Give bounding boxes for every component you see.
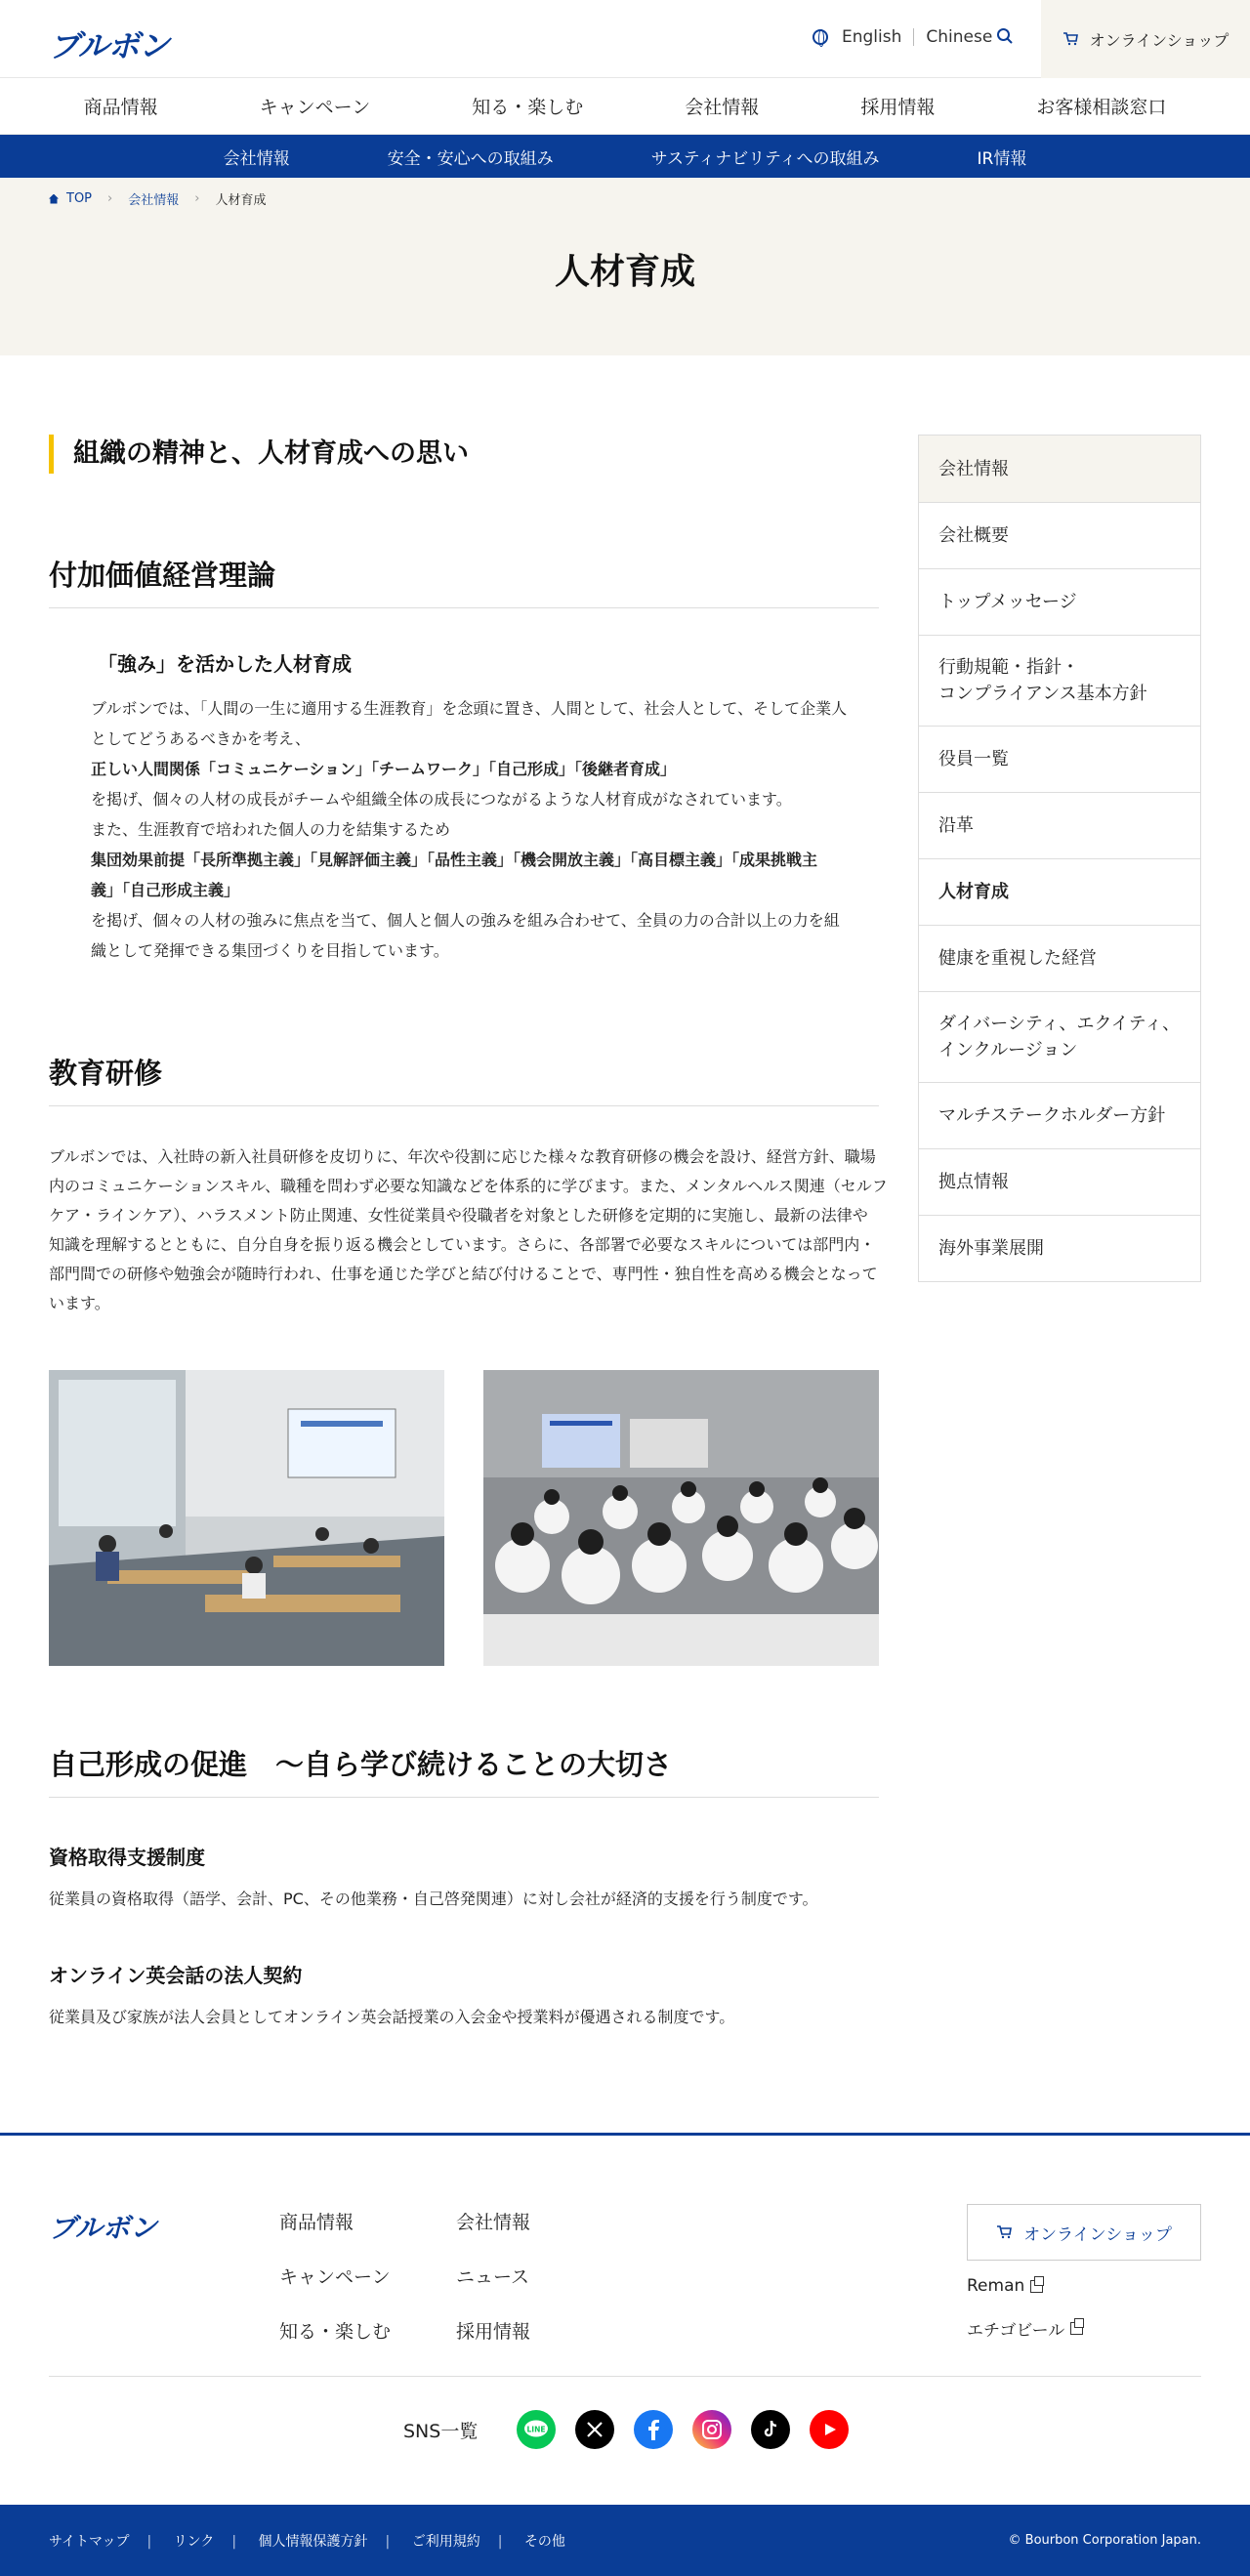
subnav-sustainability[interactable]: サスティナビリティへの取組み	[650, 148, 880, 169]
philosophy-line: 正しい人間関係「コミュニケーション」「チームワーク」「自己形成」「後継者育成」	[91, 760, 677, 778]
links-link[interactable]	[174, 2534, 232, 2550]
breadcrumb-top[interactable]: TOP	[66, 191, 93, 206]
qualification-support-title: 資格取得支援制度	[49, 1846, 205, 1869]
side-menu-item[interactable]	[919, 436, 1200, 502]
philosophy-line: を掲げ、個々の人材の強みに焦点を当て、個人と個人の強みを組み合わせて、全員の力の合計以上の力を組	[91, 911, 840, 930]
side-menu-label-line: コンプライアンス基本方針	[938, 684, 1147, 704]
side-menu-label-line: ダイバーシティ、エクイティ、	[938, 1014, 1181, 1034]
training-photo-2	[483, 1370, 879, 1666]
philosophy-line: 集団効果前提「長所準拠主義」「見解評価主義」「品性主義」「機会開放主義」「高目標主義」「成果挑戦主	[91, 851, 818, 869]
side-menu-item[interactable]	[919, 991, 1200, 1082]
sitemap-link[interactable]	[49, 2534, 146, 2550]
youtube-icon[interactable]	[810, 2410, 849, 2449]
training-line: ケア・ラインケア）、ハラスメント防止関連、女性従業員や役職者を対象とした研修を定期的に実施し、最新の法律や	[49, 1206, 868, 1225]
language-switcher	[812, 27, 992, 47]
global-nav	[0, 78, 1250, 135]
external-link-icon	[1070, 2322, 1083, 2335]
terms-of-use-link[interactable]	[412, 2534, 498, 2550]
side-menu-label	[938, 654, 1147, 707]
svg-text:LINE: LINE	[526, 2425, 546, 2434]
link-separator: |	[231, 2533, 237, 2550]
others-link[interactable]	[524, 2534, 583, 2550]
side-menu-label	[938, 879, 1009, 905]
side-menu-label-line: 会社概要	[938, 525, 1009, 546]
privacy-policy-label: 個人情報保護方針	[258, 2533, 368, 2550]
strength-subheading: 「強み」を活かした人材育成	[98, 652, 352, 676]
philosophy-line: 織として発揮できる集団づくりを目指しています。	[91, 941, 449, 960]
footer-echigo-beer-link[interactable]	[967, 2316, 1083, 2341]
section-lead-heading: 組織の精神と、人材育成への思い	[49, 435, 469, 474]
others-label: その他	[523, 2533, 565, 2550]
footer-link-campaign[interactable]: キャンペーン	[279, 2266, 391, 2288]
chevron-right-icon: ›	[194, 191, 200, 206]
reman-label: Reman	[967, 2276, 1025, 2296]
side-menu-label-line: インクルージョン	[938, 1040, 1078, 1060]
side-menu-item[interactable]	[919, 726, 1200, 792]
link-separator: |	[497, 2533, 503, 2550]
link-separator: |	[385, 2533, 391, 2550]
side-menu-label-line: 健康を重視した経営	[938, 948, 1097, 969]
side-menu-item[interactable]	[919, 502, 1200, 568]
footer-divider	[49, 2376, 1201, 2377]
side-menu-label	[938, 812, 974, 839]
x-twitter-icon[interactable]	[575, 2410, 614, 2449]
home-icon	[49, 194, 59, 204]
training-photo-1	[49, 1370, 444, 1666]
subnav-ir[interactable]: IR情報	[977, 148, 1027, 169]
side-menu-item[interactable]	[919, 1082, 1200, 1148]
chevron-right-icon: ›	[107, 191, 113, 206]
philosophy-line: を掲げ、個々の人材の成長がチームや組織全体の成長につながるような人材育成がなされています。	[91, 790, 792, 809]
side-menu-label-line: 役員一覧	[938, 749, 1009, 769]
side-menu-label-line: マルチステークホルダー方針	[938, 1105, 1166, 1126]
side-menu-label	[938, 746, 1009, 772]
cart-icon	[1062, 32, 1078, 46]
sns-list	[403, 2410, 868, 2449]
breadcrumb	[49, 189, 266, 208]
side-menu-label	[938, 945, 1097, 972]
facebook-icon[interactable]	[634, 2410, 673, 2449]
footer-bottom-bar	[0, 2505, 1250, 2576]
footer-link-recruit[interactable]: 採用情報	[456, 2321, 531, 2343]
search-icon[interactable]	[996, 27, 1014, 45]
links-label: リンク	[173, 2533, 215, 2550]
training-line: います。	[49, 1294, 110, 1312]
side-menu-label	[938, 1102, 1165, 1129]
side-menu-item[interactable]	[919, 568, 1200, 635]
side-menu-item[interactable]	[919, 1148, 1200, 1215]
privacy-policy-link[interactable]	[259, 2534, 386, 2550]
sitemap-label: サイトマップ	[49, 2533, 130, 2550]
footer-bottom-links	[49, 2531, 583, 2551]
side-menu-label-line: 海外事業展開	[938, 1238, 1044, 1259]
gnav-company[interactable]: 会社情報	[685, 97, 760, 118]
side-menu-item[interactable]	[919, 858, 1200, 925]
training-line: 部門間での研修や勉強会が随時行われ、仕事を通じた学びと結び付けることで、専門性・独自性を高める機会となって	[49, 1265, 878, 1283]
gnav-campaign[interactable]: キャンペーン	[259, 97, 371, 118]
section-philosophy-heading: 付加価値経営理論	[49, 554, 879, 608]
tiktok-icon[interactable]	[751, 2410, 790, 2449]
training-body	[49, 1143, 889, 1318]
gnav-products[interactable]: 商品情報	[83, 97, 158, 118]
breadcrumb-current: 人材育成	[215, 193, 267, 208]
training-line: ブルボンでは、入社時の新入社員研修を皮切りに、年次や役割に応じた様々な教育研修の機会を設け、経営方針、職場	[49, 1147, 876, 1166]
side-menu-label	[938, 1011, 1180, 1063]
side-menu-item[interactable]	[919, 1215, 1200, 1281]
footer-online-shop-button[interactable]	[967, 2204, 1201, 2261]
site-header	[0, 0, 1250, 78]
lang-divider	[913, 28, 914, 46]
cart-icon	[996, 2225, 1012, 2239]
side-menu-label-line: 拠点情報	[938, 1172, 1009, 1192]
footer-reman-link[interactable]	[967, 2276, 1043, 2296]
lang-chinese-link[interactable]: Chinese	[926, 27, 993, 47]
side-menu-item[interactable]	[919, 635, 1200, 726]
footer-link-company[interactable]: 会社情報	[456, 2212, 531, 2233]
sns-label: SNS一覧	[403, 2420, 479, 2442]
philosophy-line: また、生涯教育で培われた個人の力を結集するため	[91, 820, 451, 839]
training-line: 内のコミュニケーションスキル、職種を問わず必要な知識などを体系的に学びます。また、メンタルヘルス関連（セルフ	[49, 1177, 888, 1195]
side-menu-label-line: 行動規範・指針・	[938, 657, 1079, 678]
instagram-icon[interactable]	[692, 2410, 731, 2449]
footer-logo[interactable]: ブルボン	[49, 2212, 157, 2244]
philosophy-body	[91, 693, 862, 966]
training-line: 知識を理解するとともに、自分自身を振り返る機会としています。さらに、各部署で必要なスキルについては部門内・	[49, 1235, 876, 1254]
side-menu-label-line: 沿革	[938, 815, 974, 836]
breadcrumb-company[interactable]: 会社情報	[128, 193, 180, 208]
terms-of-use-label: ご利用規約	[411, 2533, 480, 2550]
page-hero	[0, 178, 1250, 355]
footer-link-products[interactable]: 商品情報	[279, 2212, 354, 2233]
online-english-text: 従業員及び家族が法人会員としてオンライン英会話授業の入会金や授業料が優遇される制度です。	[49, 2008, 735, 2026]
footer-link-enjoy[interactable]: 知る・楽しむ	[279, 2321, 392, 2343]
side-menu-label	[938, 522, 1009, 549]
section-self-development-heading: 自己形成の促進 ～自ら学び続けることの大切さ	[49, 1743, 879, 1798]
online-shop-label: オンラインショップ	[1089, 30, 1229, 50]
sub-nav	[0, 135, 1250, 178]
gnav-support[interactable]: お客様相談窓口	[1036, 97, 1167, 118]
side-menu	[918, 435, 1201, 1282]
side-menu-label-line: 人材育成	[938, 882, 1009, 902]
page-title: 人材育成	[554, 252, 695, 292]
side-menu-label-line: トップメッセージ	[938, 592, 1077, 612]
footer-top-border	[0, 2133, 1250, 2136]
side-menu-item[interactable]	[919, 925, 1200, 991]
section-training-heading: 教育研修	[49, 1052, 879, 1106]
side-menu-label	[938, 589, 1077, 615]
subnav-company[interactable]: 会社情報	[223, 148, 290, 169]
philosophy-line: 義」「自己形成主義」	[91, 881, 240, 899]
gnav-enjoy[interactable]: 知る・楽しむ	[472, 97, 584, 118]
side-menu-item[interactable]	[919, 792, 1200, 858]
side-menu-label-line: 会社情報	[938, 458, 1009, 479]
online-english-title: オンライン英会話の法人契約	[49, 1964, 303, 1987]
footer-link-news[interactable]: ニュース	[456, 2266, 530, 2288]
footer-online-shop-label: オンラインショップ	[1023, 2224, 1172, 2245]
subnav-safety[interactable]: 安全・安心への取組み	[387, 148, 554, 169]
online-shop-button[interactable]	[1041, 0, 1250, 78]
globe-icon	[812, 29, 828, 45]
qualification-support-text: 従業員の資格取得（語学、会計、PC、その他業務・自己啓発関連）に対し会社が経済的支援を行う制度です。	[49, 1890, 818, 1908]
gnav-recruit[interactable]: 採用情報	[860, 97, 936, 118]
external-link-icon	[1030, 2280, 1043, 2293]
copyright: © Bourbon Corporation Japan.	[1008, 2533, 1201, 2548]
line-icon[interactable]	[517, 2410, 556, 2449]
philosophy-line: としてどうあるべきかを考え、	[91, 729, 311, 748]
link-separator: |	[146, 2533, 152, 2550]
echigo-beer-label: エチゴビール	[967, 2321, 1065, 2341]
bourbon-logo[interactable]: ブルボン	[49, 27, 169, 64]
side-menu-label	[938, 456, 1009, 482]
side-menu-label	[938, 1235, 1044, 1262]
side-menu-label	[938, 1169, 1009, 1195]
philosophy-line: ブルボンでは、「人間の一生に適用する生涯教育」を念頭に置き、人間として、社会人として、そして企業人	[91, 699, 848, 718]
lang-english-link[interactable]: English	[842, 27, 902, 47]
